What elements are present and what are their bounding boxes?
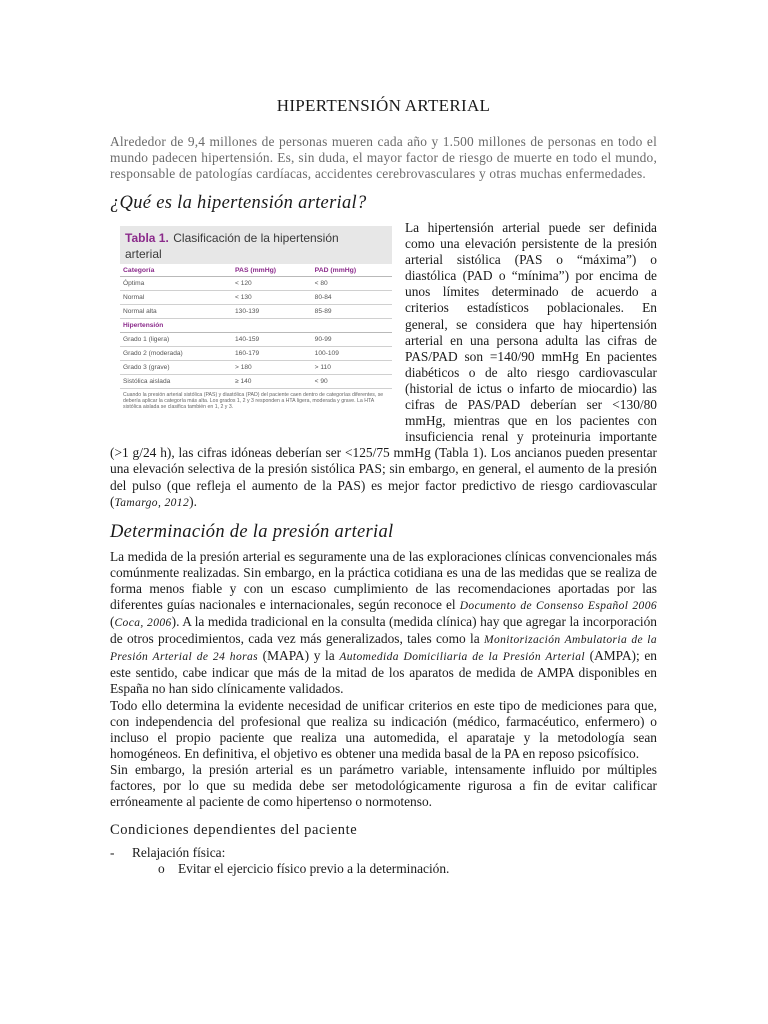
term-mapa: Monitorización Ambulatoria de la Presión Arterial de 24 horas (110, 634, 657, 664)
cell-pas: < 120 (232, 277, 312, 291)
cell-pas: < 130 (232, 291, 312, 305)
text-run: ). A la medida tradicional en la consulta (medida clínica) hay que agregar la incorporación de otros procedimientos, cada vez más generalizados, tales como la (110, 614, 657, 647)
cell-pad: < 90 (312, 375, 392, 389)
col-pas: PAS (mmHg) (232, 264, 312, 277)
text-run: (MAPA) y la (258, 648, 340, 664)
text-run: (AMPA); en este sentido, cabe indicar que más de la mitad de los aparatos de medida de AMPA disponibles en España no han sido clínicamente validados. (110, 648, 658, 697)
measurement-paragraph-1 (110, 549, 657, 698)
table-1-figure (120, 226, 392, 439)
cell-pas: 130-139 (232, 305, 312, 319)
table-1-header (120, 226, 392, 264)
section-heading-patient-conditions: Condiciones dependientes del paciente (110, 822, 358, 839)
col-category: Categoría (120, 264, 232, 277)
measurement-paragraph-3: Sin embargo, la presión arterial es un parámetro variable, intensamente influido por múltiples factores, por lo que su medida debe ser metodológicamente rigurosa a fin de evitar calificar erróneamente al paciente de como hipertenso o normotenso. (110, 761, 657, 810)
text-run: La medida de la presión arterial es seguramente una de las exploraciones clínicas convencionales más comúnmente realizadas. Sin embargo, en la práctica cotidiana es una de las medidas que se realiza de forma menos fiable y con un escaso cumplimiento de las recomendaciones aportadas por las diferentes guías nacionales e internacionales, según reconoce el (110, 548, 657, 612)
definition-end: ). (189, 493, 197, 509)
cell-pad: 85-89 (312, 305, 392, 319)
cell-category: Grado 1 (ligera) (120, 333, 232, 347)
bullet-dash: - (110, 845, 115, 861)
section-what-is (110, 220, 657, 511)
bullet-circle: o (158, 861, 165, 877)
citation-tamargo: Tamargo, 2012 (114, 496, 190, 509)
document-page (110, 96, 657, 877)
cell-category: Grado 3 (grave) (120, 361, 232, 375)
table-1-title: Clasificación de la hipertensión (173, 231, 339, 245)
cell-pad: > 110 (312, 361, 392, 375)
table-row (120, 375, 392, 389)
text-run: ( (110, 614, 115, 630)
table-section-label: Hipertensión (120, 319, 392, 333)
document-title: HIPERTENSIÓN ARTERIAL (276, 96, 491, 115)
sub-list-item (110, 861, 657, 877)
classification-table (120, 264, 392, 389)
cell-pad: 90-99 (312, 333, 392, 347)
citation-consensus-document: Documento de Consenso Español 2006 (459, 599, 658, 612)
table-row (120, 361, 392, 375)
cell-category: Normal alta (120, 305, 232, 319)
table-header-row (120, 264, 392, 277)
cell-pas: ≥ 140 (232, 375, 312, 389)
cell-pas: 160-179 (232, 347, 312, 361)
table-section-row (120, 319, 392, 333)
cell-category: Sistólica aislada (120, 375, 232, 389)
measurement-paragraph-2: Todo ello determina la evidente necesidad de unificar criterios en este tipo de mediciones para que, con independencia del profesional que realiza su indicación (médico, farmacéutico, enfermero) o incluso el propio paciente que realiza una automedida, el aparataje y la metodología sean homogéneos. En definitiva, el objetivo es obtener una medida basal de la PA en reposo psicofísico. (110, 697, 657, 761)
table-row (120, 277, 392, 291)
table-row (120, 291, 392, 305)
cell-pas: 140-159 (232, 333, 312, 347)
section-heading-measurement: Determinación de la presión arterial (110, 521, 394, 542)
table-row (120, 347, 392, 361)
cell-pas: > 180 (232, 361, 312, 375)
section-heading-what-is: ¿Qué es la hipertensión arterial? (110, 193, 367, 213)
intro-paragraph: Alrededor de 9,4 millones de personas mueren cada año y 1.500 millones de personas en todo el mundo padecen hipertensión. Es, sin duda, el mayor factor de riesgo de muerte en todo el mundo, responsable de patologías cardíacas, accidentes cerebrovasculares y otras muchas enfermedades. (110, 134, 657, 181)
table-row (120, 333, 392, 347)
cell-pad: < 80 (312, 277, 392, 291)
conditions-list (110, 845, 657, 877)
table-1-footnote: Cuando la presión arterial sistólica (PAS) y diastólica (PAD) del paciente caen dentro de categorías diferentes, se debería aplicar la categoría más alta. Los grados 1, 2 y 3 responden a HTA ligera, moderada y grave. La HTA sistólica aislada se clasifica también en 1, 2 y 3. (123, 392, 384, 411)
cell-category: Grado 2 (moderada) (120, 347, 232, 361)
col-pad: PAD (mmHg) (312, 264, 392, 277)
cell-pad: 80-84 (312, 291, 392, 305)
term-ampa: Automedida Domiciliaria de la Presión Arterial (339, 651, 585, 664)
table-1-title-cont: arterial (125, 247, 162, 261)
sub-list-item-label: Evitar el ejercicio físico previo a la determinación. (178, 861, 450, 877)
cell-category: Normal (120, 291, 232, 305)
definition-text: La hipertensión arterial puede ser definida como una elevación persistente de la presión arterial sistólica (PAS o “máxima”) o diastólica (PAD o “mínima”) por encima de unos límites determinado de acuerdo a criterios estadísticos poblacionales. En general, se considera que hay hipertensión arterial en una persona adulta las cifras de PAS/PAD son =140/90 mmHg En pacientes diabéticos o de alto riesgo cardiovascular (historial de ictus o infarto de miocardio) las cifras de PAS/PAD deberían ser <130/80 mmHg, mientras que en los pacientes con insuficiencia renal y proteinuria importante (>1 g/24 h), las cifras idóneas deberían ser <125/75 mmHg (Tabla 1). Los ancianos pueden presentar una elevación selectiva de la presión sistólica PAS; sin embargo, en general, el aumento de la presión del pulso (que refleja el aumento de la PAS) es mejor factor predictivo de riesgo cardiovascular ( (110, 220, 657, 509)
list-item-label: Relajación física: (132, 845, 226, 861)
table-row (120, 305, 392, 319)
citation-coca: Coca, 2006 (114, 617, 172, 630)
list-item (110, 845, 657, 861)
cell-category: Óptima (120, 277, 232, 291)
cell-pad: 100-109 (312, 347, 392, 361)
table-1-label: Tabla 1. (125, 231, 169, 245)
